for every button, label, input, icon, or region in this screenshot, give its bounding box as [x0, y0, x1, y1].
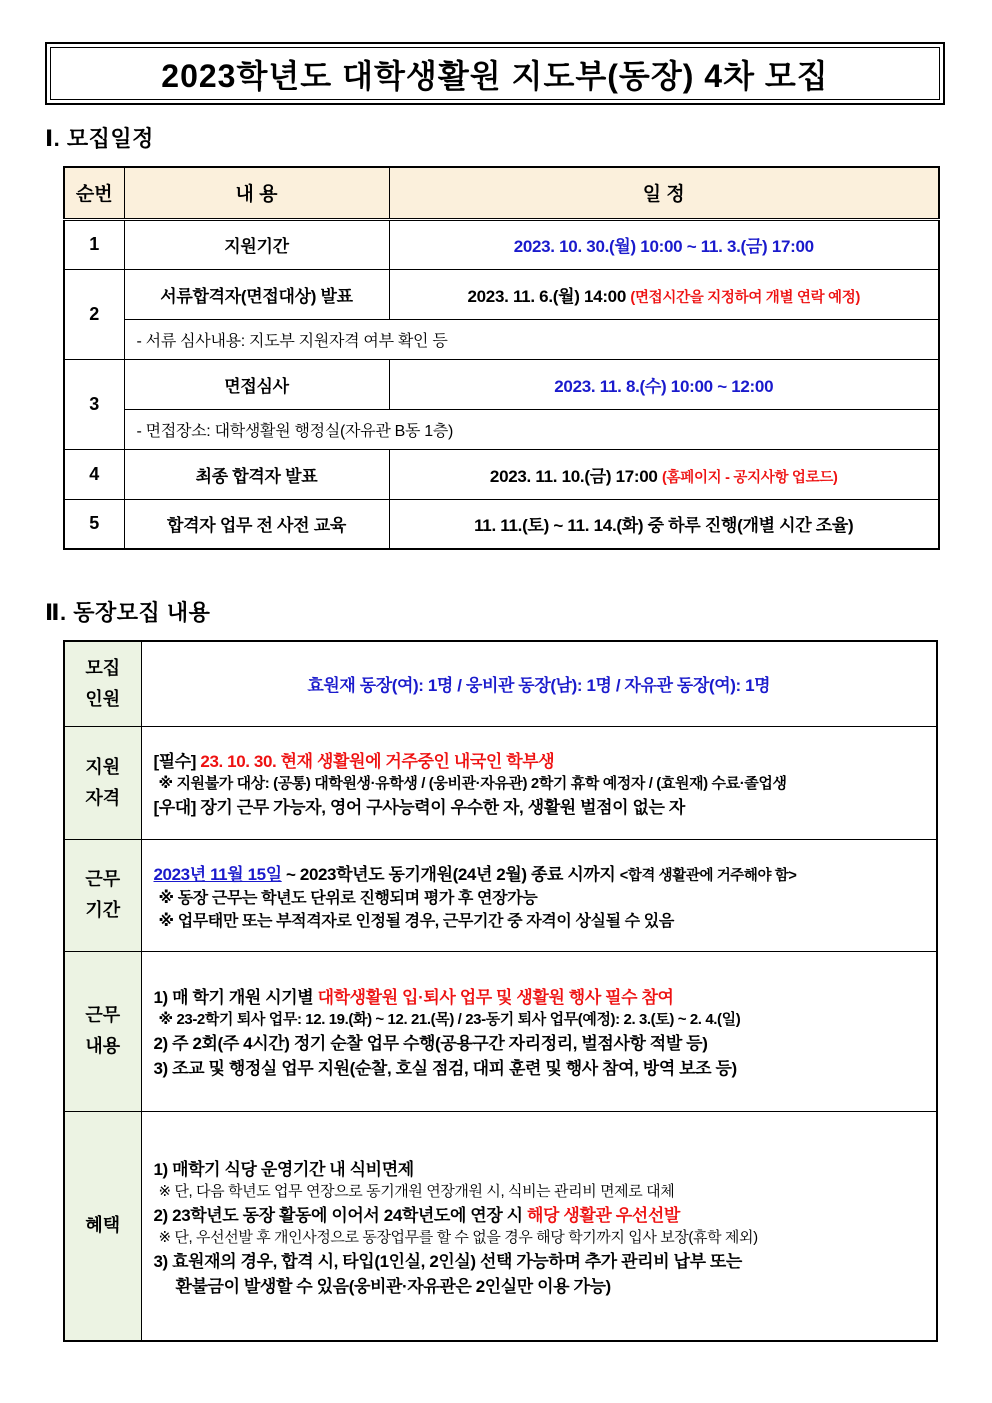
section1-heading: Ⅰ. 모집일정 [45, 126, 154, 151]
benefits-label: 혜택 [64, 1111, 141, 1341]
row1-schedule: 2023. 10. 30.(월) 10:00 ~ 11. 3.(금) 17:00 [389, 219, 939, 269]
qualification-label: 지원 자격 [64, 726, 141, 839]
header-schedule: 일 정 [389, 167, 939, 219]
recruit-value: 효원재 동장(여): 1명 / 웅비관 동장(남): 1명 / 자유관 동장(여): 1명 [141, 641, 937, 726]
table-row [64, 499, 939, 549]
row5-content: 합격자 업무 전 사전 교육 [124, 499, 389, 549]
row1-content: 지원기간 [124, 219, 389, 269]
table-row [64, 269, 939, 319]
row4-no: 4 [64, 449, 124, 499]
row4-schedule-note: (홈페이지 - 공지사항 업로드) [662, 469, 838, 486]
row3-detail: - 면접장소: 대학생활원 행정실(자유관 B동 1층) [124, 409, 939, 449]
table-row [64, 359, 939, 409]
period-line3: ※ 업무태만 또는 부적격자로 인정될 경우, 근무기간 중 자격이 상실될 수 있음 [158, 912, 674, 930]
table-row [64, 726, 937, 839]
header-content: 내 용 [124, 167, 389, 219]
duties-value [141, 951, 937, 1111]
qual-line1: [필수] 23. 10. 30. 현재 생활원에 거주중인 내국인 학부생 [153, 752, 555, 771]
qualification-value [141, 726, 937, 839]
row5-schedule: 11. 11.(토) ~ 11. 14.(화) 중 하루 진행(개별 시간 조율) [389, 499, 939, 549]
schedule-header-row [64, 167, 939, 219]
period-value [141, 839, 937, 951]
qual-line3: [우대] 장기 근무 가능자, 영어 구사능력이 우수한 자, 생활원 벌점이 없는 자 [153, 798, 685, 817]
period-label: 근무 기간 [64, 839, 141, 951]
benefits-line2: ※ 단, 다음 학년도 업무 연장으로 동기개원 연장개원 시, 식비는 관리비 면제로 대체 [158, 1182, 675, 1200]
duties-line1: 1) 매 학기 개원 시기별 대학생활원 입·퇴사 업무 및 생활원 행사 필수 참여 [153, 988, 674, 1007]
benefits-line5: 3) 효원재의 경우, 합격 시, 타입(1인실, 2인실) 선택 가능하며 추가 관리비 납부 또는 [153, 1251, 742, 1271]
title-box [45, 42, 945, 105]
row4-content: 최종 합격자 발표 [124, 449, 389, 499]
table-row [64, 449, 939, 499]
table-row [64, 839, 937, 951]
row2-content: 서류합격자(면접대상) 발표 [124, 269, 389, 319]
row3-content: 면접심사 [124, 359, 389, 409]
benefits-line3: 2) 23학년도 동장 활동에 이어서 24학년도에 연장 시 해당 생활관 우선선발 [153, 1205, 680, 1225]
benefits-line1: 1) 매학기 식당 운영기간 내 식비면제 [153, 1159, 414, 1179]
benefits-line4: ※ 단, 우선선발 후 개인사정으로 동장업무를 할 수 없을 경우 해당 학기까지 입사 보장(휴학 제외) [158, 1228, 758, 1246]
row4-schedule: 2023. 11. 10.(금) 17:00 (홈페이지 - 공지사항 업로드) [389, 449, 939, 499]
schedule-table [63, 166, 940, 550]
duties-label: 근무 내용 [64, 951, 141, 1111]
duties-line2: ※ 23-2학기 퇴사 업무: 12. 19.(화) ~ 12. 21.(목) / 23-동기 퇴사 업무(예정): 2. 3.(토) ~ 2. 4.(일) [158, 1011, 741, 1028]
page-title: 2023학년도 대학생활원 지도부(동장) 4차 모집 [161, 57, 829, 94]
row2-schedule: 2023. 11. 6.(월) 14:00 (면접시간을 지정하여 개별 연락 예정) [389, 269, 939, 319]
duties-line4: 3) 조교 및 행정실 업무 지원(순찰, 호실 점검, 대피 훈련 및 행사 참여, 방역 보조 등) [153, 1059, 737, 1078]
row2-detail: - 서류 심사내용: 지도부 지원자격 여부 확인 등 [124, 319, 939, 359]
table-row [64, 219, 939, 269]
row3-no: 3 [64, 359, 124, 449]
details-table [63, 640, 938, 1342]
row5-no: 5 [64, 499, 124, 549]
header-no: 순번 [64, 167, 124, 219]
period-line1: 2023년 11월 15일 ~ 2023학년도 동기개원(24년 2월) 종료 시까지 <합격 생활관에 거주해야 함> [153, 864, 797, 884]
benefits-line6: 환불금이 발생할 수 있음(웅비관·자유관은 2인실만 이용 가능) [175, 1276, 611, 1296]
period-line2: ※ 동장 근무는 학년도 단위로 진행되며 평가 후 연장가능 [158, 889, 538, 907]
table-row [64, 951, 937, 1111]
table-row [64, 641, 937, 726]
row2-no: 2 [64, 269, 124, 359]
benefits-value [141, 1111, 937, 1341]
duties-line3: 2) 주 2회(주 4시간) 정기 순찰 업무 수행(공용구간 자리정리, 벌점사항 적발 등) [153, 1034, 708, 1053]
row1-no: 1 [64, 219, 124, 269]
row3-schedule: 2023. 11. 8.(수) 10:00 ~ 12:00 [389, 359, 939, 409]
table-row [64, 409, 939, 449]
table-row [64, 1111, 937, 1341]
row2-schedule-note: (면접시간을 지정하여 개별 연락 예정) [630, 289, 860, 306]
section2-heading: Ⅱ. 동장모집 내용 [45, 600, 211, 625]
recruit-label: 모집 인원 [64, 641, 141, 726]
table-row [64, 319, 939, 359]
qual-line2: ※ 지원불가 대상: (공통) 대학원생·유학생 / (웅비관·자유관) 2학기 휴학 예정자 / (효원재) 수료·졸업생 [158, 775, 787, 792]
